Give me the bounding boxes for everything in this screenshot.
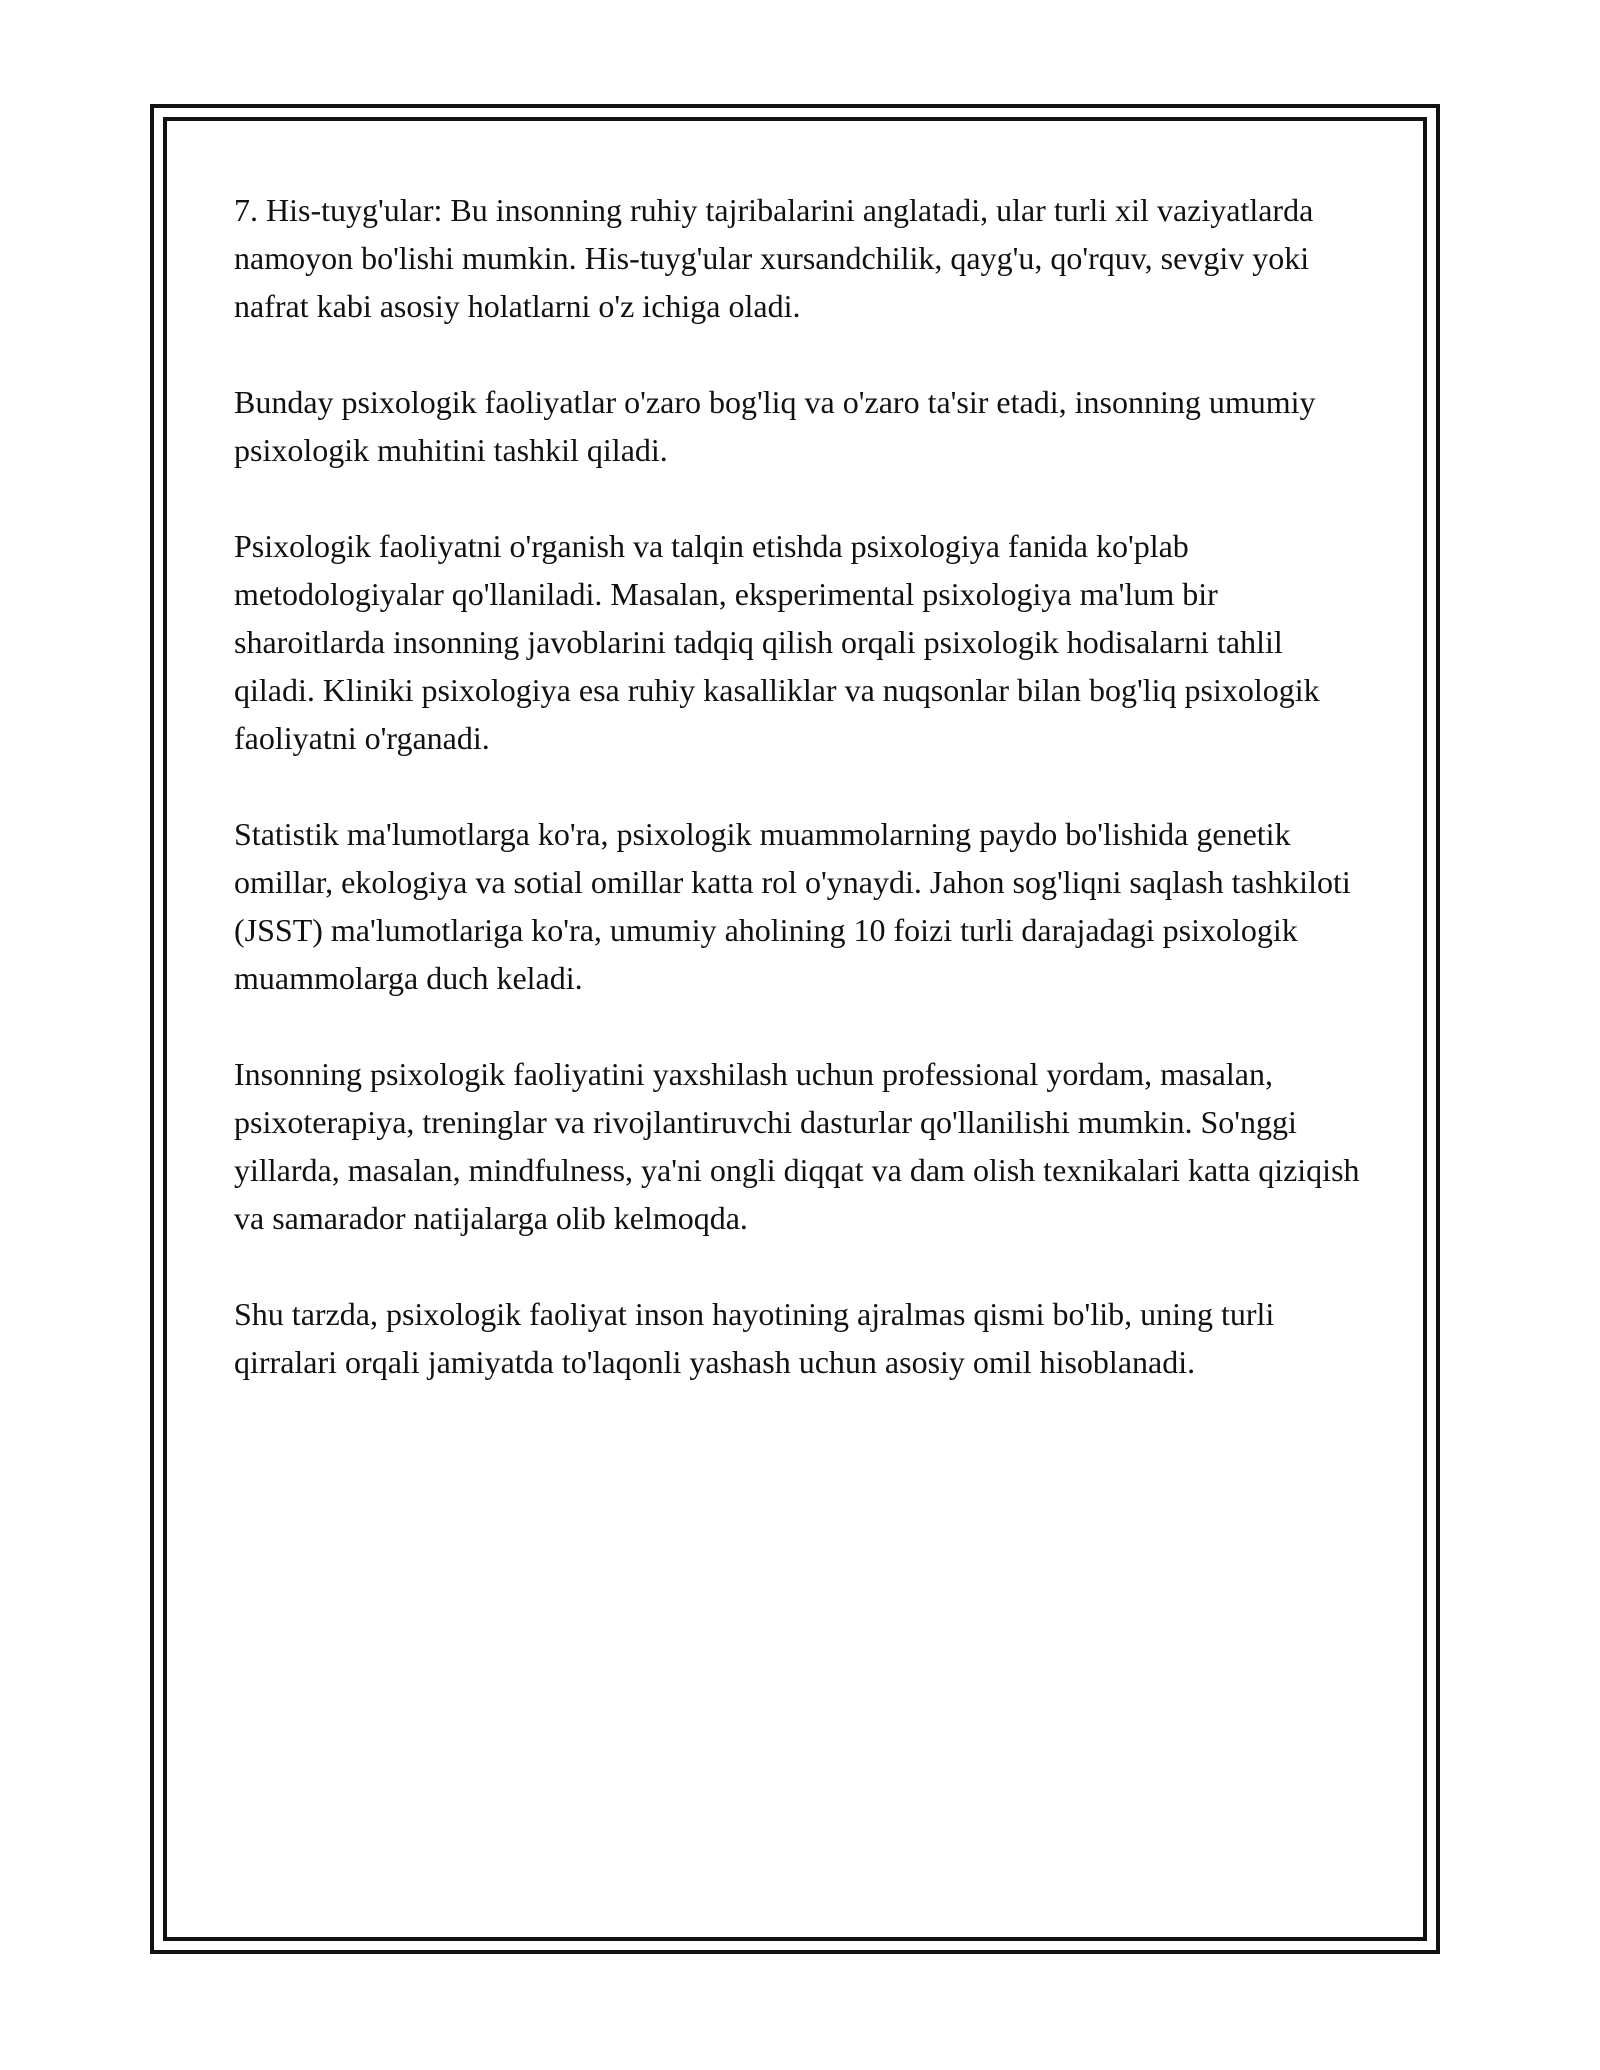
document-body <box>234 186 1364 1434</box>
paragraph-statistik: Statistik ma'lumotlarga ko'ra, psixologik muammolarning paydo bo'lishida genetik omillar, ekologiya va sotial omillar katta rol o'ynaydi. Jahon sog'liqni saqlash tashkiloti (JSST) ma'lumotlariga ko'ra, umumiy aholining 10 foizi turli darajadagi psixologik muammolarga duch keladi. <box>234 816 1351 996</box>
paragraph-bunday: Bunday psixologik faoliyatlar o'zaro bog'liq va o'zaro ta'sir etadi, insonning umumiy psixologik muhitini tashkil qiladi. <box>234 384 1316 468</box>
paragraph-metodologiyalar: Psixologik faoliyatni o'rganish va talqin etishda psixologiya fanida ko'plab metodologiyalar qo'llaniladi. Masalan, eksperimental psixologiya ma'lum bir sharoitlarda insonning javoblarini tadqiq qilish orqali psixologik hodisalarni tahlil qiladi. Kliniki psixologiya esa ruhiy kasalliklar va nuqsonlar bilan bog'liq psixologik faoliyatni o'rganadi. <box>234 528 1320 756</box>
paragraph-xulosa: Shu tarzda, psixologik faoliyat inson hayotining ajralmas qismi bo'lib, uning turli qirralari orqali jamiyatda to'laqonli yashash uchun asosiy omil hisoblanadi. <box>234 1296 1275 1380</box>
paragraph-his-tuygular: 7. His-tuyg'ular: Bu insonning ruhiy tajribalarini anglatadi, ular turli xil vaziyatlarda namoyon bo'lishi mumkin. His-tuyg'ular xursandchilik, qayg'u, qo'rquv, sevgiv yoki nafrat kabi asosiy holatlarni o'z ichiga oladi. <box>234 192 1314 324</box>
paragraph-yaxshilash: Insonning psixologik faoliyatini yaxshilash uchun professional yordam, masalan, psixoterapiya, treninglar va rivojlantiruvchi dasturlar qo'llanilishi mumkin. So'nggi yillarda, masalan, mindfulness, ya'ni ongli diqqat va dam olish texnikalari katta qiziqish va samarador natijalarga olib kelmoqda. <box>234 1056 1360 1236</box>
